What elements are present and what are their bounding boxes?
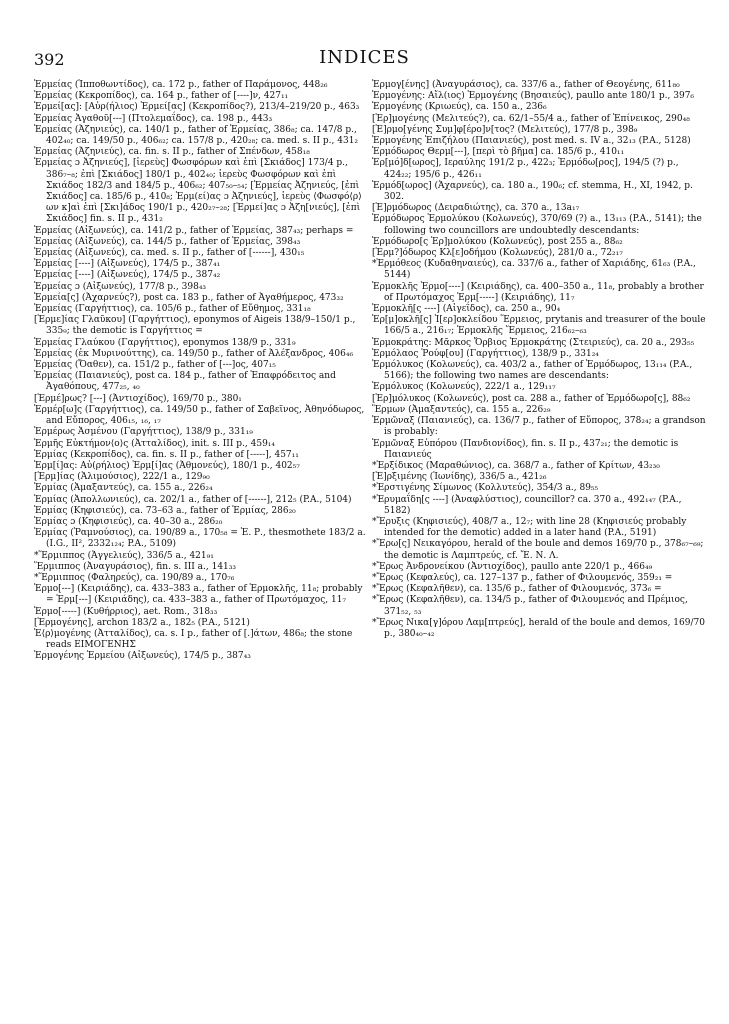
index-entry: Ἑρμείας (Γαργήττιος), ca. 105/6 p., father of Εὔθημος, 331₁₈ [34,304,311,315]
index-entry: Ἑρ[μ]οκλῆ[ς] Ἱ[ερ]οκλείδου Ἕρμειος, prytanis and treasurer of the boule 166/5 a., 216₁₇; Ἑρμοκλῆς Ἕρμειος, 216₆₂–₆₃ [372,315,706,337]
index-entry: *Ἔρως (Κεφαλῆθεν), ca. 134/5 p., father of Φιλουμενός and Πρέμιος, 371₅₂, ₅₃ [372,595,688,617]
index-entry: Ἑρ[μό]δ[ωρος], Ιεραύλης 191/2 p., 422₃; Ἑρμόδω[ρος], 194/5 (?) p., 424₂₂; 195/6 p., 426₁₁ [372,158,679,180]
index-entry: *Ἐρστιγένης Σίμωνος (Κολλυτεύς), 354/3 a., 89₅₅ [372,483,599,494]
index-entry: Ἑρμο[-----] (Κυθήρριος), aet. Rom., 318₃₃ [34,606,218,617]
index-entry: Ἑρμῶναξ (Παιανιεύς), ca. 136/7 p., father of Εὔπορος, 378₂₄; a grandson is probably: [372,416,706,438]
index-entry: Ἑρμείας (Ἀζηνιεύς), ca. fin. s. II p., father of Σπένδων, 458₁₈ [34,147,310,158]
index-entry: Ἑρμεί[ας]: [Αὐρ(ήλιος) Ἑρμεί[ας] (Κεκροπίδος?), 213/4–219/20 p., 463₃ [34,102,360,113]
index-entry: Ἑρμογένης (Κριωεύς), ca. 150 a., 236₆ [372,102,547,113]
index-entry: *Ἔρως Ἀνδρονείκου (Ἀντιοχίδος), paullo ante 220/1 p., 466₄₉ [372,561,653,572]
index-entry: Ἑρμῆς Εὐκτήμον⟨ο⟩ς (Ἀτταλίδος), init. s. III p., 459₁₄ [34,438,276,449]
index-entry: Ἑρμογένης Ἐπιζήλου (Παιανιεύς), post med. s. IV a., 32₁₃ (P.A., 5128) [372,136,691,147]
index-entry: Ἑρμογ[ένης] (Ἀναγυράσιος), ca. 337/6 a., father of Θεογένης, 611₈₀ [372,80,680,90]
index-entry: Ἑρμοκλῆς Ἑρμο[----] (Κειριάδης), ca. 400–350 a., 11₈, probably a brother of Πρωτόμαχος Ἑρμ[-----] (Κειριάδης), 11₇ [372,281,704,303]
index-entry: [Ἑρμογένης], archon 183/2 a., 182₅ (P.A., 5121) [34,617,250,628]
index-entry: Ἑρμείας (ἐκ Μυρινούττης), ca. 149/50 p., father of Ἀλέξανδρος, 406₄₆ [34,348,354,359]
index-entry: Ἑρμόλαος Ῥούφ[ου] (Γαργήττιος), 138/9 p., 331₂₄ [372,348,599,359]
index-entry: Ἑρμείας (Αἰξωνεύς), ca. med. s. II p., father of [------], 430₁₅ [34,248,305,259]
page-number: 392 [34,50,65,69]
index-entry: Ἑρμείας (Αἰξωνεύς), ca. 144/5 p., father of Ἑρμείας, 398₄₃ [34,236,301,247]
index-column-left [34,80,370,663]
index-entry: *Ἔρως (Κεφαλῆθεν), ca. 135/6 p., father of Φιλουμενός, 373₆ = [372,584,662,595]
running-header: INDICES [319,47,410,68]
index-entry: Ἑρμογένης: Αἴλ(ιος) Ἑρμογένης (Βησαιεύς), paullo ante 180/1 p., 397₆ [372,91,695,102]
index-entry: Ἑρμίας (Κεκροπίδος), ca. fin. s. II p., father of [-----], 457₁₁ [34,449,299,460]
index-entry: [Ἐ]ρξιμένης (Ἰωνίδης), 336/5 a., 421₂₆ [372,472,547,483]
index-entry: *Ἔρως (Κεφαλεύς), ca. 127–137 p., father of Φιλουμενός, 359₂₁ = [372,572,673,583]
index-entry: [Ἑ]ρμόδωρος (Δειραδιώτης), ca. 370 a., 13a₁₇ [372,203,580,214]
index-entry: Ἑρμείας ɔ (Αἰξωνεύς), 177/8 p., 398₄₃ [34,281,207,292]
index-entry: *Ἐρυμαΐδη[ς ----] (Ἀναφλύστιος), councillor? ca. 370 a., 492₁₄₇ (P.A., 5182) [372,494,682,516]
index-entry: Ἑρμοκράτης: Μᾶρκος Ὄρβιος Ἑρμοκράτης (Στειριεύς), ca. 20 a., 293₅₅ [372,337,695,348]
index-entry: Ἑρμείας (Ὄαθεν), ca. 151/2 p., father of [---]ος, 407₁₅ [34,360,276,371]
index-entry: [Ἑρ]μογένης (Μελιτεύς?), ca. 62/1–55/4 a., father of Ἐπίνεικος, 290₄₈ [372,113,690,124]
index-entry: [Ἑ]ρμο[γένης Συμ]φ[έρο]ν[τος? (Μελιτεύς), 177/8 p., 398₉ [372,124,638,135]
index-entry: *Ἕρμιππος (Φαληρεύς), ca. 190/89 a., 170₇₆ [34,572,235,583]
index-entry: Ἑρμογένης Ἑρμείου (Αἰξωνεύς), 174/5 p., 387₄₃ [34,651,251,662]
index-entry: Ἑρμόδωρος Θερμ[---], [περὶ τὸ βῆμα] ca. 185/6 p., 410₁₁ [372,147,625,158]
index-entry: *Ἐρξίδικος (Μαραθώνιος), ca. 368/7 a., father of Κρίτων, 43₂₃₀ [372,460,660,471]
index-entry: Ἑρμοκλῆ[ς ----] (Αἰγεΐδος), ca. 250 a., 90₄ [372,304,561,315]
index-entry: Ἑρμείας ɔ Ἀζηνιεύς], [ἱερεὺς] Φωσφόρων καὶ ἐπὶ [Σκιάδος] 173/4 p., 386₇–₈; ἐπὶ [Σκιάδος] 180/1 p., 402₄₀; ἱερεὺς Φωσφόρων καὶ ἐπὶ Σκιάδος 182/3 and 184/5 p., 406₆₂; 407₅₀–₅₄; [Ἑρμείας Ἀζηνιεύς, [ἐπὶ Σκιάδος] ca. 185/6 p., 410₈; Ἑρμ(εί)ας ɔ Ἀζηνιεύς], ἱερεὺς ⟨Φωσφό⟨ρ⟩ων κ]αὶ ἐπὶ [Σκι]άδος 190/1 p., 420₂₇–₂₈; [Ἑρμεί]ας ɔ Ἀζη[νιεύς], [ἐπὶ Σκιάδος] fin. s. II p., 431₂ [34,158,362,225]
index-entry: Ἑρμίας (Ἀπολλωνιεύς), ca. 202/1 a., father of [------], 212₅ (P.A., 5104) [34,494,352,505]
index-entry: Ἑρμίας (Ἀμαξαντεύς), ca. 155 a., 226₂₄ [34,483,213,494]
index-column-right [372,80,708,640]
index-entry: Ἑρμόδωρο[ς Ἑρ]μολύκου (Κολωνεύς), post 255 a., 88₆₂ [372,236,623,247]
index-entry: Ἑρμίας (Ῥαμνούσιος), ca. 190/89 a., 170₅₈ = Ἑ. Ρ., thesmothete 183/2 a. (I.G., II², 2332₁₂₄; P.A., 5109) [34,528,366,550]
index-entry: Ἑρμείας Ἀγαθοῦ[---] (Πτολεμαΐδος), ca. 198 p., 443₃ [34,113,273,124]
index-entry: Ἑρμεία[ς] (Ἀχαρνεύς?), post ca. 183 p., father of Ἀγαθήμερος, 473₃₂ [34,292,344,303]
index-entry: Ἕρμων (Ἀμαξαντεύς), ca. 155 a., 226₂₉ [372,404,551,415]
index-entry: Ἑρμ[ί]ας: Αὐ(ρήλιος) Ἑρμ[ί]ας (Ἀθμονεύς), 180/1 p., 402₅₇ [34,460,300,471]
index-entry: [Ἑρμ]ίας (Ἁλιμούσιος), 222/1 a., 129₉₀ [34,472,210,483]
index-entry: Ἑρμόλυκος (Κολωνεύς), ca. 403/2 a., father of Ἑρμόδωρος, 13₁₁₄ (P.A., 5166); the following two names are descendants: [372,360,693,382]
index-entry: *Ἑρμόθεος (Κυδαθηναιεύς), ca. 337/6 a., father of Χαριάδης, 61₆₃ (P.A., 5144) [372,259,696,281]
index-entry: Ἑρμέρ[ω]ς (Γαργήττιος), ca. 149/50 p., father of Σαβεῖνος, Ἀθηνόδωρος, and Εὔπορος, 406₁₅, ₁₆, ₁₇ [34,404,365,427]
index-entry: Ἑρμόλυκος (Κολωνεύς), 222/1 a., 129₁₁₇ [372,382,556,393]
index-entry: *Ἔρως Νικα[γ]όρου Λαμ[πτρεύς], herald of the boule and demos, 169/70 p., 380₄₀–₄₂ [372,617,705,639]
index-entry: *Ἕρμιππος (Ἀγγελιεύς), 336/5 a., 421₉₁ [34,550,214,561]
index-entry: Ἑρμόδ[ωρος] (Ἀχαρνεύς), ca. 180 a., 190₆; cf. stemma, H., XI, 1942, p. 302. [372,180,693,203]
index-entry: *Ἔρω[ς] Νεικαγόρου, herald of the boule and demos 169/70 p., 378₆₇–₆₉; the demotic is Λαμπτρεύς, cf. Ἔ. Ν. Λ. [372,539,704,561]
index-entry: [Ἑρμ?]όδωρος Κλ[ε]οδήμου (Κολωνεύς), 281/0 a., 72₂₁₇ [372,248,623,259]
index-entry: [Ἑρμε]ίας Γλαῦκου] (Γαργήττιος), eponymos of Aigeis 138/9–150/1 p., 335₉; the demotic is Γαργήττιος = [34,315,356,337]
index-entry: Ἑρμείας (Αἰξωνεύς), ca. 141/2 p., father of Ἑρμείας, 387₄₃; perhaps = [34,225,354,236]
index-entry: Ἑρμείας (Ἀζηνιεύς), ca. 140/1 p., father of Ἑρμείας, 386₈; ca. 147/8 p., 402₄₀; ca. 149/50 p., 406₆₂; ca. 157/8 p., 420₂₈; ca. med. s. II p., 431₂ [34,124,359,147]
index-entry: Ἑρμῶναξ Εὐπόρου (Πανδιονίδος), fin. s. II p., 437₂₁; the demotic is Παιανιεύς [372,438,679,460]
index-entry: Ἑρμίας ɔ (Κηφισιεύς), ca. 40–30 a., 286₂₀ [34,516,223,527]
index-entry: Ἑρμείας Γλαύκου (Γαργήττιος), eponymos 138/9 p., 331₉ [34,337,296,348]
index-entry: Ἑρμίας (Κηφισιεύς), ca. 73–63 a., father of Ἑρμίας, 286₂₀ [34,505,296,516]
index-entry: Ἑρμο[---] (Κειριάδης), ca. 433–383 a., father of Ἑρμοκλῆς, 11₈; probably = Ἑρμ[---] (Κειριάδης), ca. 433–383 a., father of Πρωτόμαχος, 11₇ [34,584,363,606]
index-entry: Ἑρμόδωρος Ἑρμολύκου (Κολωνεύς), 370/69 (?) a., 13₁₁₃ (P.A., 5141); the following two councillors are undoubtedly descendants: [372,214,702,236]
index-entry: Ἑρμείας [----] (Αἰξωνεύς), 174/5 p., 387₄₁ [34,259,221,270]
index-entry: *Ἔρυξις (Κηφισιεύς), 408/7 a., 12₇; with line 28 (Κηφισιεύς probably intended for the demotic) added in a later hand (P.A., 5191) [372,516,687,539]
index-entry: [Ἑρμέ]ρως? [---] (Ἀντιοχίδος), 169/70 p., 380₁ [34,393,242,404]
index-entry: [Ἑρ]μόλυκος (Κολωνεύς), post ca. 288 a., father of Ἑρμόδωρο[ς], 88₆₂ [372,393,691,404]
index-entry: Ἑρμείας (Ἱπποθωντίδος), ca. 172 p., father of Παράμονος, 448₂₆ [34,80,328,90]
index-entry: Ἑρμείας (Παιανιεύς), post ca. 184 p., father of Ἐπαφρόδειτος and Ἀγαθόπους, 477₂₅, ₄₀ [34,371,336,393]
index-entry: Ἑρμείας (Κεκροπίδος), ca. 164 p., father of [----]ν, 427₁₁ [34,91,289,102]
index-entry: Ἑρμείας [----] (Αἰξωνεύς), 174/5 p., 387₄₂ [34,270,221,281]
index-entry: Ἑ⟨ρ⟩μογένης (Ἀτταλίδος), ca. s. I p., father of [.]άτων, 486₈; the stone reads ΕΙΜΟΓΕΝΗΣ [34,628,353,651]
index-entry: Ἑρμέρως Ἀσμένου (Γαργήττιος), 138/9 p., 331₁₉ [34,427,253,438]
index-entry: Ἕρμιππος (Ἀναγυράσιος), fin. s. III a., 141₃₃ [34,561,237,572]
